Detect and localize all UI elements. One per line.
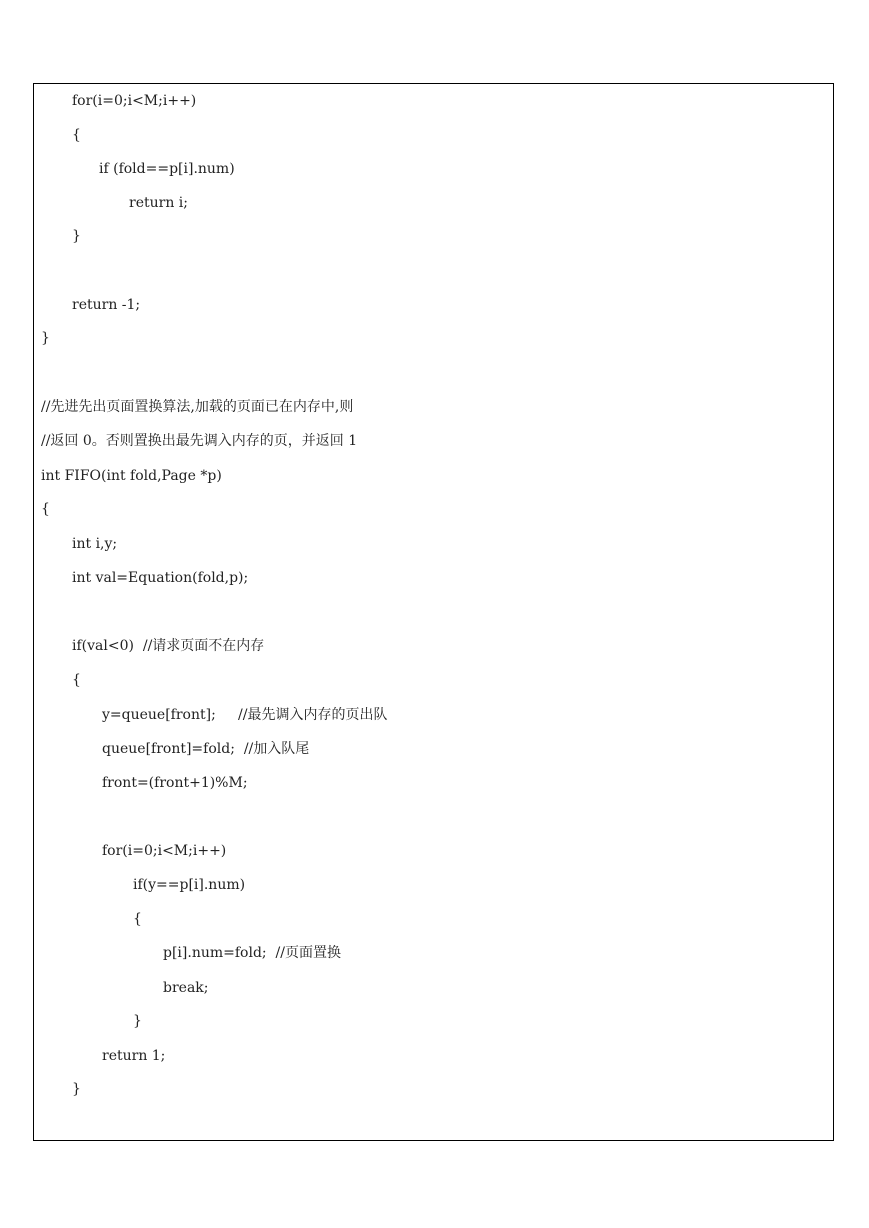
code-line: queue[front]=fold; //加入队尾 [102,741,310,757]
code-listing-box [33,83,834,1141]
code-line: for(i=0;i<M;i++) [102,843,227,859]
code-line: y=queue[front]; //最先调入内存的页出队 [102,707,388,723]
code-line: for(i=0;i<M;i++) [72,93,197,109]
code-line: { [133,911,142,927]
code-line: p[i].num=fold; //页面置换 [163,945,341,961]
code-line: return i; [129,195,188,211]
code-line: int val=Equation(fold,p); [72,570,249,586]
code-line: //返回 0。否则置换出最先调入内存的页，并返回 1 [41,433,358,449]
code-line: int FIFO(int fold,Page *p) [41,468,222,484]
code-line: break; [163,980,209,996]
code-line: if(val<0) //请求页面不在内存 [72,638,265,654]
code-line: int i,y; [72,536,118,552]
code-line: return 1; [102,1048,166,1064]
code-line: } [72,1081,81,1097]
code-line: { [41,501,50,517]
code-line: } [133,1013,142,1029]
code-line: return -1; [72,297,141,313]
code-line: } [72,228,81,244]
code-line: { [72,672,81,688]
code-line: //先进先出页面置换算法,加载的页面已在内存中,则 [41,399,354,415]
code-line: if(y==p[i].num) [133,877,246,893]
code-line: { [72,127,81,143]
code-line: if (fold==p[i].num) [99,161,235,177]
code-line: front=(front+1)%M; [102,775,248,791]
code-line: } [41,330,50,346]
